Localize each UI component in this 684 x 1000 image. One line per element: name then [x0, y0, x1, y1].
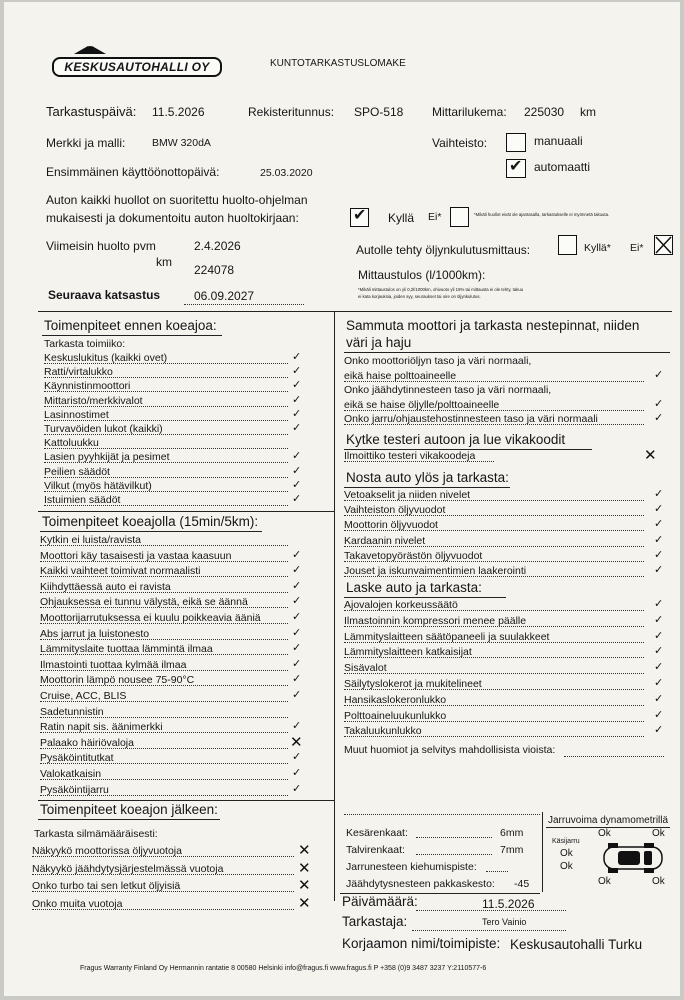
- secB-title: Kytke testeri autoon ja lue vikakoodit: [346, 432, 566, 447]
- service-no-checkbox[interactable]: [450, 207, 469, 227]
- sec3-title: Toimenpiteet koeajon jälkeen:: [40, 802, 218, 817]
- sec1-dots: [44, 406, 288, 407]
- sec2-item-label: Ilmastointi tuottaa kylmää ilmaa: [40, 658, 187, 671]
- car-topview-icon: [598, 840, 668, 876]
- secD-dots: [344, 642, 644, 643]
- check-mark-icon: ✓: [654, 488, 664, 500]
- oil-yes-checkbox[interactable]: [558, 235, 577, 255]
- secD-dots: [344, 689, 644, 690]
- check-mark-icon: ✓: [292, 564, 302, 577]
- secC-item-label: Vetoakselit ja niiden nivelet: [344, 489, 471, 501]
- check-mark-icon: ✓: [654, 397, 664, 410]
- sec1-item-label: Lasien pyyhkijät ja pesimet: [44, 451, 170, 464]
- check-mark-icon: ✓: [292, 595, 302, 608]
- check-mark-icon: ✓: [292, 767, 302, 779]
- secA-item-label: eikä haise polttoaineelle: [344, 369, 457, 382]
- check-mark-icon: ✓: [654, 613, 664, 626]
- sec3-dots: [32, 891, 294, 892]
- secD-dots: [344, 626, 644, 627]
- oil-no-label: Ei*: [630, 242, 644, 254]
- coolant-value: -45: [514, 878, 530, 890]
- brake-ok-rr: Ok: [652, 876, 665, 887]
- check-mark-icon: ✓: [292, 626, 302, 639]
- secC-item-label: Moottorin öljyvuodot: [344, 519, 438, 532]
- winter-value: 7mm: [500, 844, 524, 856]
- service-footnote: *Mikäli huollot eivät ole ajantasalla, tarkastukselle ei myönnetä takuuta.: [474, 212, 610, 217]
- sec2-item-label: Ratin napit sis. äänimerkki: [40, 721, 163, 734]
- secB-item-label: Ilmoittiko testeri vikakoodeja: [344, 450, 476, 462]
- sec2-dots: [40, 779, 288, 780]
- sec1-dots: [44, 491, 288, 492]
- sec1-sub: Tarkasta toimiiko:: [44, 338, 126, 350]
- gearbox-manual-checkbox[interactable]: [506, 133, 526, 152]
- secC-dots: [344, 515, 644, 516]
- sec1-item-label: Käynnistinmoottori: [44, 380, 131, 393]
- last-service-date: 2.4.2026: [194, 239, 241, 253]
- sec1-title: Toimenpiteet ennen koeajoa:: [44, 318, 217, 333]
- check-mark-icon: ✓: [654, 518, 664, 531]
- secC-dots: [344, 546, 644, 547]
- secC-title: Nosta auto ylös ja tarkasta:: [346, 470, 509, 485]
- sec2-dots: [40, 654, 288, 655]
- secB-dots: [344, 461, 494, 462]
- check-mark-icon: ✓: [654, 548, 664, 561]
- service-yes-label: Kyllä: [388, 211, 415, 225]
- sec3-sub: Tarkasta silmämääräisesti:: [34, 828, 158, 840]
- next-inspection-line: [184, 304, 304, 305]
- notes-line: [564, 756, 664, 757]
- check-mark-icon: ✓: [292, 393, 302, 406]
- secA-item-label: Onko moottoriöljyn taso ja väri normaali,: [344, 355, 532, 367]
- brake-title: Jarruvoima dynamometrillä: [548, 815, 669, 826]
- sec1-dots: [44, 477, 288, 478]
- winter-label: Talvirenkaat:: [346, 844, 405, 856]
- handbrake-label: Käsijarru: [552, 838, 580, 845]
- signoff-date: 11.5.2026: [482, 897, 535, 911]
- gearbox-manual-label: manuaali: [534, 134, 583, 148]
- cross-icon: [655, 236, 672, 254]
- check-mark-icon: ✓: [292, 689, 302, 701]
- secD-dots: [344, 673, 644, 674]
- check-mark-icon: ✓: [292, 548, 302, 561]
- secD-dots: [344, 610, 644, 611]
- cross-mark-icon: ✕: [298, 859, 311, 877]
- check-mark-icon: ✓: [292, 407, 302, 420]
- handbrake-ok-2: Ok: [560, 861, 573, 872]
- secD-item-label: Ajovalojen korkeussäätö: [344, 599, 458, 611]
- secD-dots: [344, 705, 644, 706]
- odometer-value: 225030: [524, 105, 565, 119]
- cross-mark-icon: ✕: [298, 842, 311, 859]
- sec2-item-label: Cruise, ACC, BLIS: [40, 690, 127, 702]
- secD-item-label: Säilytyslokerot ja mukitelineet: [344, 678, 482, 690]
- sec2-dots: [40, 545, 288, 546]
- check-mark-icon: ✓: [654, 629, 664, 642]
- check-mark-icon: ✓: [292, 642, 302, 655]
- sec2-dots: [40, 748, 288, 749]
- sec1-item-label: Peilien säädöt: [44, 465, 110, 478]
- secA-dots: [344, 410, 644, 411]
- sec3-item-label: Onko muita vuotoja: [32, 897, 123, 910]
- secD-dots: [344, 721, 644, 722]
- secC-item-label: Jouset ja iskunvaimentimien laakerointi: [344, 565, 527, 577]
- secC-item-label: Kardaanin nivelet: [344, 534, 426, 547]
- cross-mark-icon: ✕: [298, 894, 311, 912]
- reg-label: Rekisteritunnus:: [248, 105, 335, 119]
- secC-dots: [344, 576, 644, 577]
- check-mark-icon: ✓: [654, 724, 664, 737]
- sec2-dots: [40, 639, 288, 640]
- sec1-item-label: Istuimien säädöt: [44, 494, 121, 506]
- first-reg-label: Ensimmäinen käyttöönottopäivä:: [46, 165, 220, 179]
- sec2-item-label: Valokatkaisin: [40, 768, 102, 780]
- secA-item-label: Onko jarru/ohjaustehostinnesteen taso ja väri normaali: [344, 413, 598, 425]
- secA-dots: [344, 424, 644, 425]
- check-icon: ✔: [509, 158, 523, 175]
- sec2-dots: [40, 685, 288, 686]
- sec1-dots: [44, 391, 288, 392]
- check-mark-icon: ✓: [654, 708, 664, 721]
- sec2-item-label: Moottorijarrutuksessa ei kuulu poikkeavia ääniä: [40, 612, 261, 624]
- sec2-item-label: Abs jarrut ja luistonesto: [40, 627, 150, 640]
- secD-item-label: Sisävalot: [344, 662, 387, 675]
- service-yes-checkbox[interactable]: [350, 208, 369, 227]
- sec2-dots: [40, 576, 288, 577]
- sec3-dots: [32, 909, 294, 910]
- handbrake-ok-1: Ok: [560, 848, 573, 859]
- odometer-label: Mittarilukema:: [432, 105, 507, 119]
- inspector-label: Tarkastaja:: [342, 914, 408, 929]
- summer-dots: [416, 837, 492, 838]
- gearbox-label: Vaihteisto:: [432, 136, 488, 150]
- gearbox-auto-label: automaatti: [534, 160, 591, 174]
- company-name: KESKUSAUTOHALLI OY: [64, 60, 210, 74]
- secA-underline: [344, 352, 670, 353]
- check-icon: ✔: [353, 207, 367, 224]
- sec3-dots: [32, 874, 294, 875]
- inspection-date: 11.5.2026: [152, 105, 205, 119]
- last-service-km-label: km: [156, 255, 172, 269]
- sec1-dots: [44, 434, 288, 435]
- secA-item: [344, 384, 551, 396]
- check-mark-icon: ✓: [292, 422, 302, 434]
- next-inspection-label: Seuraava katsastus: [48, 288, 161, 302]
- check-mark-icon: ✓: [292, 720, 302, 733]
- shop-label: Korjaamon nimi/toimipiste:: [342, 936, 501, 951]
- cross-mark-icon: ✕: [298, 877, 311, 895]
- secD-item-label: Lämmityslaitteen katkaisijat: [344, 646, 472, 659]
- watermark-bleed: [304, 22, 464, 50]
- make-model: BMW 320dA: [152, 137, 211, 149]
- sec1-dots: [44, 363, 288, 364]
- check-mark-icon: ✓: [654, 533, 664, 546]
- brake-ok-fr: Ok: [652, 828, 665, 839]
- oil-no-checkbox[interactable]: [654, 235, 673, 255]
- sec2-dots: [40, 795, 288, 796]
- notes-line-2: [344, 814, 540, 815]
- secC-item-label: Vaihteiston öljyvuodot: [344, 504, 446, 517]
- check-mark-icon: ✓: [654, 661, 664, 674]
- service-no-label: Ei*: [428, 211, 442, 223]
- sec1-title-underline: [42, 335, 222, 336]
- sec1-item-label: Mittaristo/merkkivalot: [44, 394, 143, 407]
- service-statement-2: mukaisesti ja dokumentoitu auton huoltokirjaan:: [46, 211, 299, 225]
- sec1-dots: [44, 448, 288, 449]
- inspector-name: Tero Vainio: [482, 917, 527, 927]
- sec3-item-label: Näkyykö jäähdytysjärjestelmässä vuotoja: [32, 862, 224, 875]
- secD-dots: [344, 736, 644, 737]
- oil-footnote-1: *Mikäli mittaustulos on yli 0,2l/1000km, ohivuoto yli 15% tai mittausta ei ole tehty, takuu: [358, 287, 524, 292]
- tires-right-line: [542, 812, 543, 892]
- secD-item-label: Ilmastoinnin kompressori menee päälle: [344, 614, 527, 627]
- sec2-title: Toimenpiteet koeajolla (15min/5km):: [42, 514, 259, 529]
- secA-item-label: Onko jäähdytinnesteen taso ja väri normaali,: [344, 384, 552, 396]
- reg-number: SPO-518: [354, 105, 404, 119]
- sec2-item-label: Lämmityslaite tuottaa lämmintä ilmaa: [40, 643, 213, 656]
- sec2-dots: [40, 607, 288, 608]
- next-inspection-date: 06.09.2027: [194, 289, 255, 303]
- inspector-line: [412, 930, 566, 931]
- summer-value: 6mm: [500, 827, 524, 839]
- secD-dots: [344, 657, 644, 658]
- secA-dots: [344, 381, 644, 382]
- winter-dots: [416, 854, 492, 855]
- make-label: Merkki ja malli:: [46, 136, 126, 150]
- check-mark-icon: ✓: [654, 368, 664, 381]
- sec1-item-label: Vilkut (myös hätävilkut): [44, 479, 152, 492]
- sec2-item-label: Pysäköintijarru: [40, 783, 109, 796]
- secC-dots: [344, 500, 644, 501]
- sec2-item-label: Moottorin lämpö nousee 75-90°C: [40, 674, 195, 687]
- sec2-dots: [40, 701, 288, 702]
- sec1-item-label: Kattoluukku: [44, 437, 99, 450]
- sec2-item-label: Ohjauksessa ei tunnu välystä, eikä se äännä: [40, 596, 248, 609]
- secD-item-label: Takaluukunlukko: [344, 725, 422, 738]
- secA-title-1: Sammuta moottori ja tarkasta nestepinnat, niiden: [346, 318, 640, 333]
- shop-name: Keskusautohalli Turku: [510, 937, 643, 952]
- last-service-km: 224078: [194, 263, 235, 277]
- sec3-top-line: [38, 800, 334, 801]
- sec2-item-label: Pysäköintitutkat: [40, 752, 114, 765]
- gearbox-auto-checkbox[interactable]: [506, 159, 526, 178]
- sec3-item-label: Näkyykö moottorissa öljyvuotoja: [32, 845, 182, 857]
- oil-yes-label: Kyllä*: [584, 242, 611, 254]
- secC-underline: [344, 487, 510, 488]
- date-label: Päivämäärä:: [342, 894, 418, 909]
- check-mark-icon: ✓: [654, 598, 664, 610]
- sec2-item-label: Kaikki vaihteet toimivat normaalisti: [40, 565, 201, 578]
- check-mark-icon: ✓: [654, 645, 664, 658]
- sec2-title-underline: [40, 531, 262, 532]
- secC-item-label: Takavetopyörästön öljyvuodot: [344, 549, 483, 562]
- sec1-dots: [44, 462, 288, 463]
- check-mark-icon: ✓: [654, 677, 664, 689]
- sec2-dots: [40, 763, 288, 764]
- last-service-label: Viimeisin huolto pvm: [46, 239, 156, 253]
- sec2-dots: [40, 592, 288, 593]
- grid-center-line: [334, 311, 335, 901]
- check-mark-icon: ✓: [292, 478, 302, 491]
- sec1-item-label: Ratti/virtalukko: [44, 366, 113, 379]
- sec1-item-label: Lasinnostimet: [44, 408, 109, 421]
- wings-icon: [72, 42, 108, 58]
- oil-result-label: Mittaustulos (l/1000km):: [358, 268, 486, 282]
- brake-ok-fl: Ok: [598, 828, 611, 839]
- oil-test-label: Autolle tehty öljynkulutusmittaus:: [356, 243, 531, 257]
- secC-dots: [344, 561, 644, 562]
- grid-top-line: [38, 311, 672, 312]
- sec2-dots: [40, 717, 288, 718]
- sec1-dots: [44, 505, 288, 506]
- check-mark-icon: ✓: [292, 673, 302, 686]
- sec2-dots: [40, 561, 288, 562]
- secA-item: [344, 355, 531, 367]
- check-mark-icon: ✓: [292, 611, 302, 623]
- sec1-dots: [44, 377, 288, 378]
- check-mark-icon: ✓: [654, 503, 664, 516]
- cross-mark-icon: ✕: [290, 733, 303, 751]
- sec1-item-label: Keskuslukitus (kaikki ovet): [44, 352, 168, 364]
- check-mark-icon: ✓: [654, 692, 664, 705]
- secD-item-label: Lämmityslaitteen säätöpaneeli ja suulakkeet: [344, 630, 550, 643]
- date-line: [416, 910, 566, 911]
- notes-label: Muut huomiot ja selvitys mahdollisista vioista:: [344, 744, 556, 756]
- sec1-item-label: Turvavöiden lukot (kaikki): [44, 423, 163, 435]
- secC-dots: [344, 530, 644, 531]
- secA-title-2: väri ja haju: [346, 335, 412, 350]
- check-mark-icon: ✓: [292, 493, 302, 505]
- check-mark-icon: ✓: [292, 351, 302, 363]
- check-mark-icon: ✓: [292, 365, 302, 378]
- secD-item-label: Hansikaslokeronlukko: [344, 693, 447, 706]
- service-statement-1: Auton kaikki huollot on suoritettu huolto-ohjelman: [46, 193, 308, 207]
- inspection-date-label: Tarkastuspäivä:: [46, 104, 137, 119]
- secD-underline: [344, 597, 506, 598]
- footer-text: Fragus Warranty Finland Oy Hermannin rantatie 8 00580 Helsinki info@fragus.fi www.fragus.fi P +358 (0)9 3487 3237 Y:2110577-6: [80, 965, 487, 972]
- cross-mark-icon: ✕: [644, 447, 657, 464]
- secD-title: Laske auto ja tarkasta:: [346, 580, 482, 595]
- brake-fluid-dots: [486, 871, 508, 872]
- check-mark-icon: ✓: [292, 379, 302, 392]
- check-mark-icon: ✓: [654, 564, 664, 576]
- sec2-item-label: Sadetunnistin: [40, 705, 104, 718]
- sec2-dots: [40, 623, 288, 624]
- check-mark-icon: ✓: [292, 657, 302, 670]
- secD-item-label: Polttoaineluukunlukko: [344, 709, 447, 722]
- secA-item-label: eikä se haise öljylle/polttoaineelle: [344, 398, 500, 411]
- check-mark-icon: ✓: [292, 751, 302, 764]
- sec3-dots: [32, 856, 294, 857]
- inspection-form: [4, 2, 680, 996]
- form-title: KUNTOTARKASTUSLOMAKE: [270, 58, 406, 69]
- odometer-unit: km: [580, 105, 596, 119]
- sec1-dots: [44, 420, 288, 421]
- sec2-item-label: Kiihdyttäessä auto ei ravista: [40, 580, 171, 593]
- sec2-dots: [40, 732, 288, 733]
- sec2-item-label: Moottori käy tasaisesti ja vastaa kaasuun: [40, 549, 232, 562]
- sec3-item-label: Onko turbo tai sen letkut öljyisiä: [32, 880, 181, 893]
- check-mark-icon: ✓: [292, 579, 302, 592]
- brake-fluid-label: Jarrunesteen kiehumispiste:: [346, 861, 477, 873]
- first-reg-date: 25.03.2020: [260, 167, 313, 179]
- check-mark-icon: ✓: [292, 464, 302, 477]
- check-mark-icon: ✓: [292, 450, 302, 463]
- sec2-top-line: [38, 511, 334, 512]
- sec2-item-label: Kytkin ei luista/ravista: [40, 534, 141, 546]
- coolant-label: Jäähdytysnesteen pakkaskesto:: [346, 878, 495, 890]
- logo-frame: [52, 57, 222, 77]
- check-mark-icon: ✓: [292, 782, 302, 795]
- sec2-item-label: Palaako häiriövaloja: [40, 736, 134, 749]
- brake-ok-rl: Ok: [598, 876, 611, 887]
- sec3-title-underline: [38, 819, 220, 820]
- oil-footnote-2: ei kata korjauksia, joiden syy, seuraukset tai oire on öljynkulutus.: [358, 294, 481, 299]
- check-mark-icon: ✓: [654, 412, 664, 424]
- sec2-dots: [40, 670, 288, 671]
- summer-label: Kesärenkaat:: [346, 827, 408, 839]
